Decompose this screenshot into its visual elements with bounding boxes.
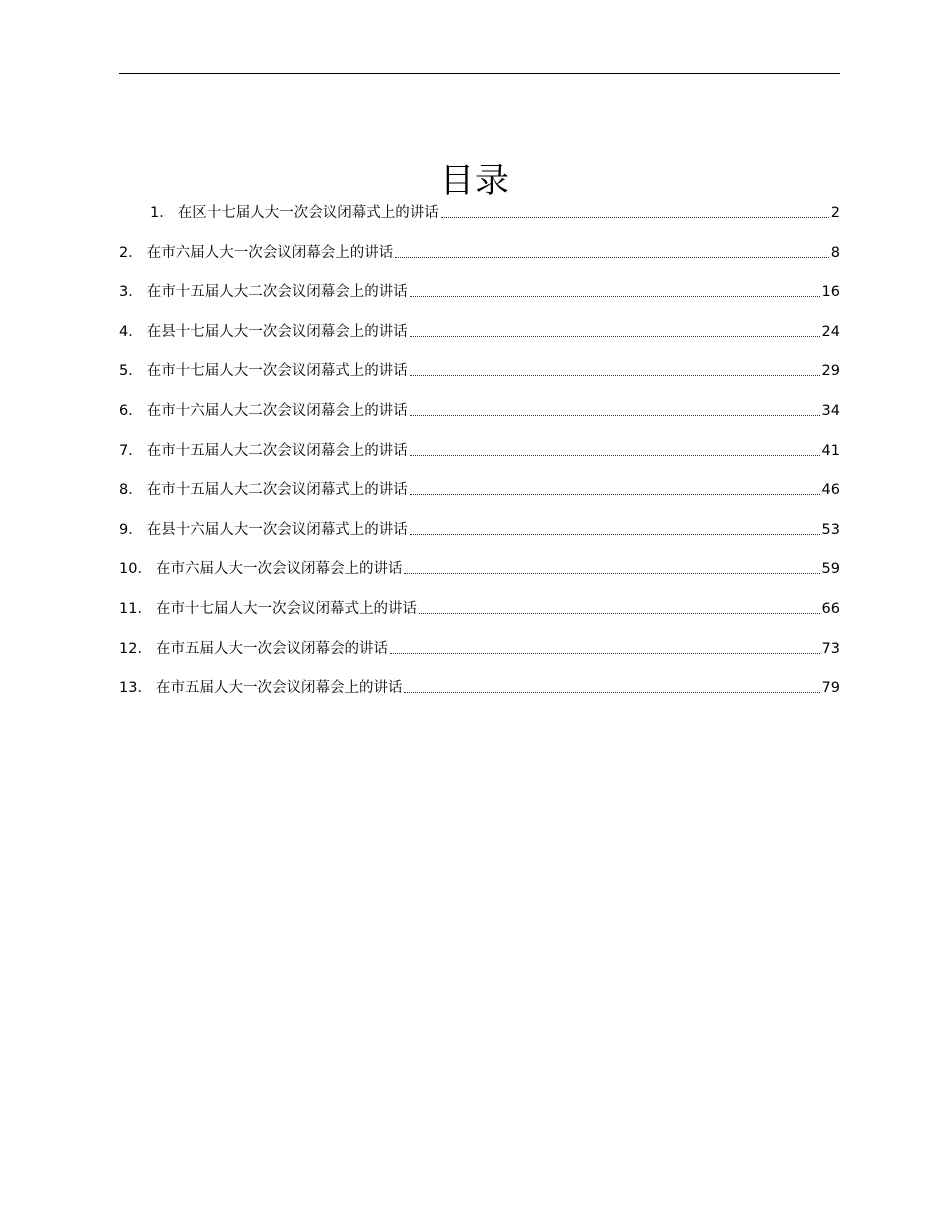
toc-entry-number: 1．	[150, 205, 174, 221]
toc-entry-page: 2	[830, 205, 840, 221]
toc-entry-page: 66	[821, 600, 840, 617]
toc-entry-title: 在县十六届人大一次会议闭幕式上的讲话	[146, 521, 408, 538]
toc-entry-page: 16	[821, 284, 840, 301]
toc-entry[interactable]	[119, 342, 840, 382]
toc-dot-leader	[441, 217, 829, 218]
toc-entry-title: 在区十七届人大一次会议闭幕式上的讲话	[177, 205, 439, 221]
toc-dot-leader	[410, 375, 820, 376]
toc-dot-leader	[410, 455, 820, 456]
toc-dot-leader	[410, 336, 820, 337]
toc-entry-title: 在县十七届人大一次会议闭幕会上的讲话	[146, 323, 408, 340]
toc-entry[interactable]	[119, 223, 840, 263]
toc-dot-leader	[404, 692, 819, 693]
toc-dot-leader	[410, 415, 820, 416]
toc-entry[interactable]	[119, 579, 840, 619]
toc-entry-number: 5．	[119, 363, 143, 380]
toc-entry-page: 8	[830, 244, 840, 261]
toc-entry-title: 在市五届人大一次会议闭幕会的讲话	[155, 640, 388, 657]
toc-entry-number: 9．	[119, 521, 143, 538]
toc-dot-leader	[395, 257, 829, 258]
toc-entry-number: 2．	[119, 244, 143, 261]
toc-entry-page: 24	[821, 323, 840, 340]
toc-entry[interactable]	[119, 421, 840, 461]
toc-entry[interactable]	[119, 461, 840, 501]
toc-entry-page: 46	[821, 482, 840, 499]
toc-entry-title: 在市十五届人大二次会议闭幕会上的讲话	[146, 442, 408, 459]
toc-entry-page: 79	[821, 680, 840, 697]
toc-entry-title: 在市十五届人大二次会议闭幕会上的讲话	[146, 284, 408, 301]
toc-entry-number: 13．	[119, 680, 152, 697]
toc-entry-title: 在市十五届人大二次会议闭幕式上的讲话	[146, 482, 408, 499]
toc-entry-page: 29	[821, 363, 840, 380]
toc-dot-leader	[410, 534, 820, 535]
toc-entry-title: 在市六届人大一次会议闭幕会上的讲话	[155, 561, 403, 578]
toc-entry-number: 4．	[119, 323, 143, 340]
toc-entry-page: 41	[821, 442, 840, 459]
toc-entry-number: 3．	[119, 284, 143, 301]
toc-entry-title: 在市十七届人大一次会议闭幕式上的讲话	[155, 600, 417, 617]
toc-dot-leader	[419, 613, 820, 614]
header-rule	[119, 73, 840, 74]
toc-entry-title: 在市十六届人大二次会议闭幕会上的讲话	[146, 402, 408, 419]
toc-entry[interactable]	[119, 263, 840, 303]
toc-entry-title: 在市五届人大一次会议闭幕会上的讲话	[155, 680, 403, 697]
toc-entry[interactable]	[119, 659, 840, 699]
toc-entry[interactable]	[119, 197, 840, 223]
toc-entry-number: 8．	[119, 482, 143, 499]
toc-entry-number: 7．	[119, 442, 143, 459]
toc-entry-page: 73	[821, 640, 840, 657]
toc-entry-page: 59	[821, 561, 840, 578]
toc-entry-title: 在市十七届人大一次会议闭幕式上的讲话	[146, 363, 408, 380]
toc-entry-number: 6．	[119, 402, 143, 419]
toc-dot-leader	[410, 296, 820, 297]
toc-entry[interactable]	[119, 500, 840, 540]
toc-dot-leader	[410, 494, 820, 495]
toc-entry-page: 34	[821, 402, 840, 419]
toc-entry-number: 10．	[119, 561, 152, 578]
toc-entry[interactable]	[119, 540, 840, 580]
toc-entry-page: 53	[821, 521, 840, 538]
toc-entry-number: 12．	[119, 640, 152, 657]
toc-entry[interactable]	[119, 619, 840, 659]
toc-dot-leader	[404, 573, 819, 574]
toc-entry-number: 11．	[119, 600, 152, 617]
toc-list	[119, 197, 840, 698]
toc-entry[interactable]	[119, 381, 840, 421]
toc-entry[interactable]	[119, 302, 840, 342]
toc-dot-leader	[390, 653, 820, 654]
toc-title: 目录	[440, 160, 510, 201]
toc-entry-title: 在市六届人大一次会议闭幕会上的讲话	[146, 244, 394, 261]
